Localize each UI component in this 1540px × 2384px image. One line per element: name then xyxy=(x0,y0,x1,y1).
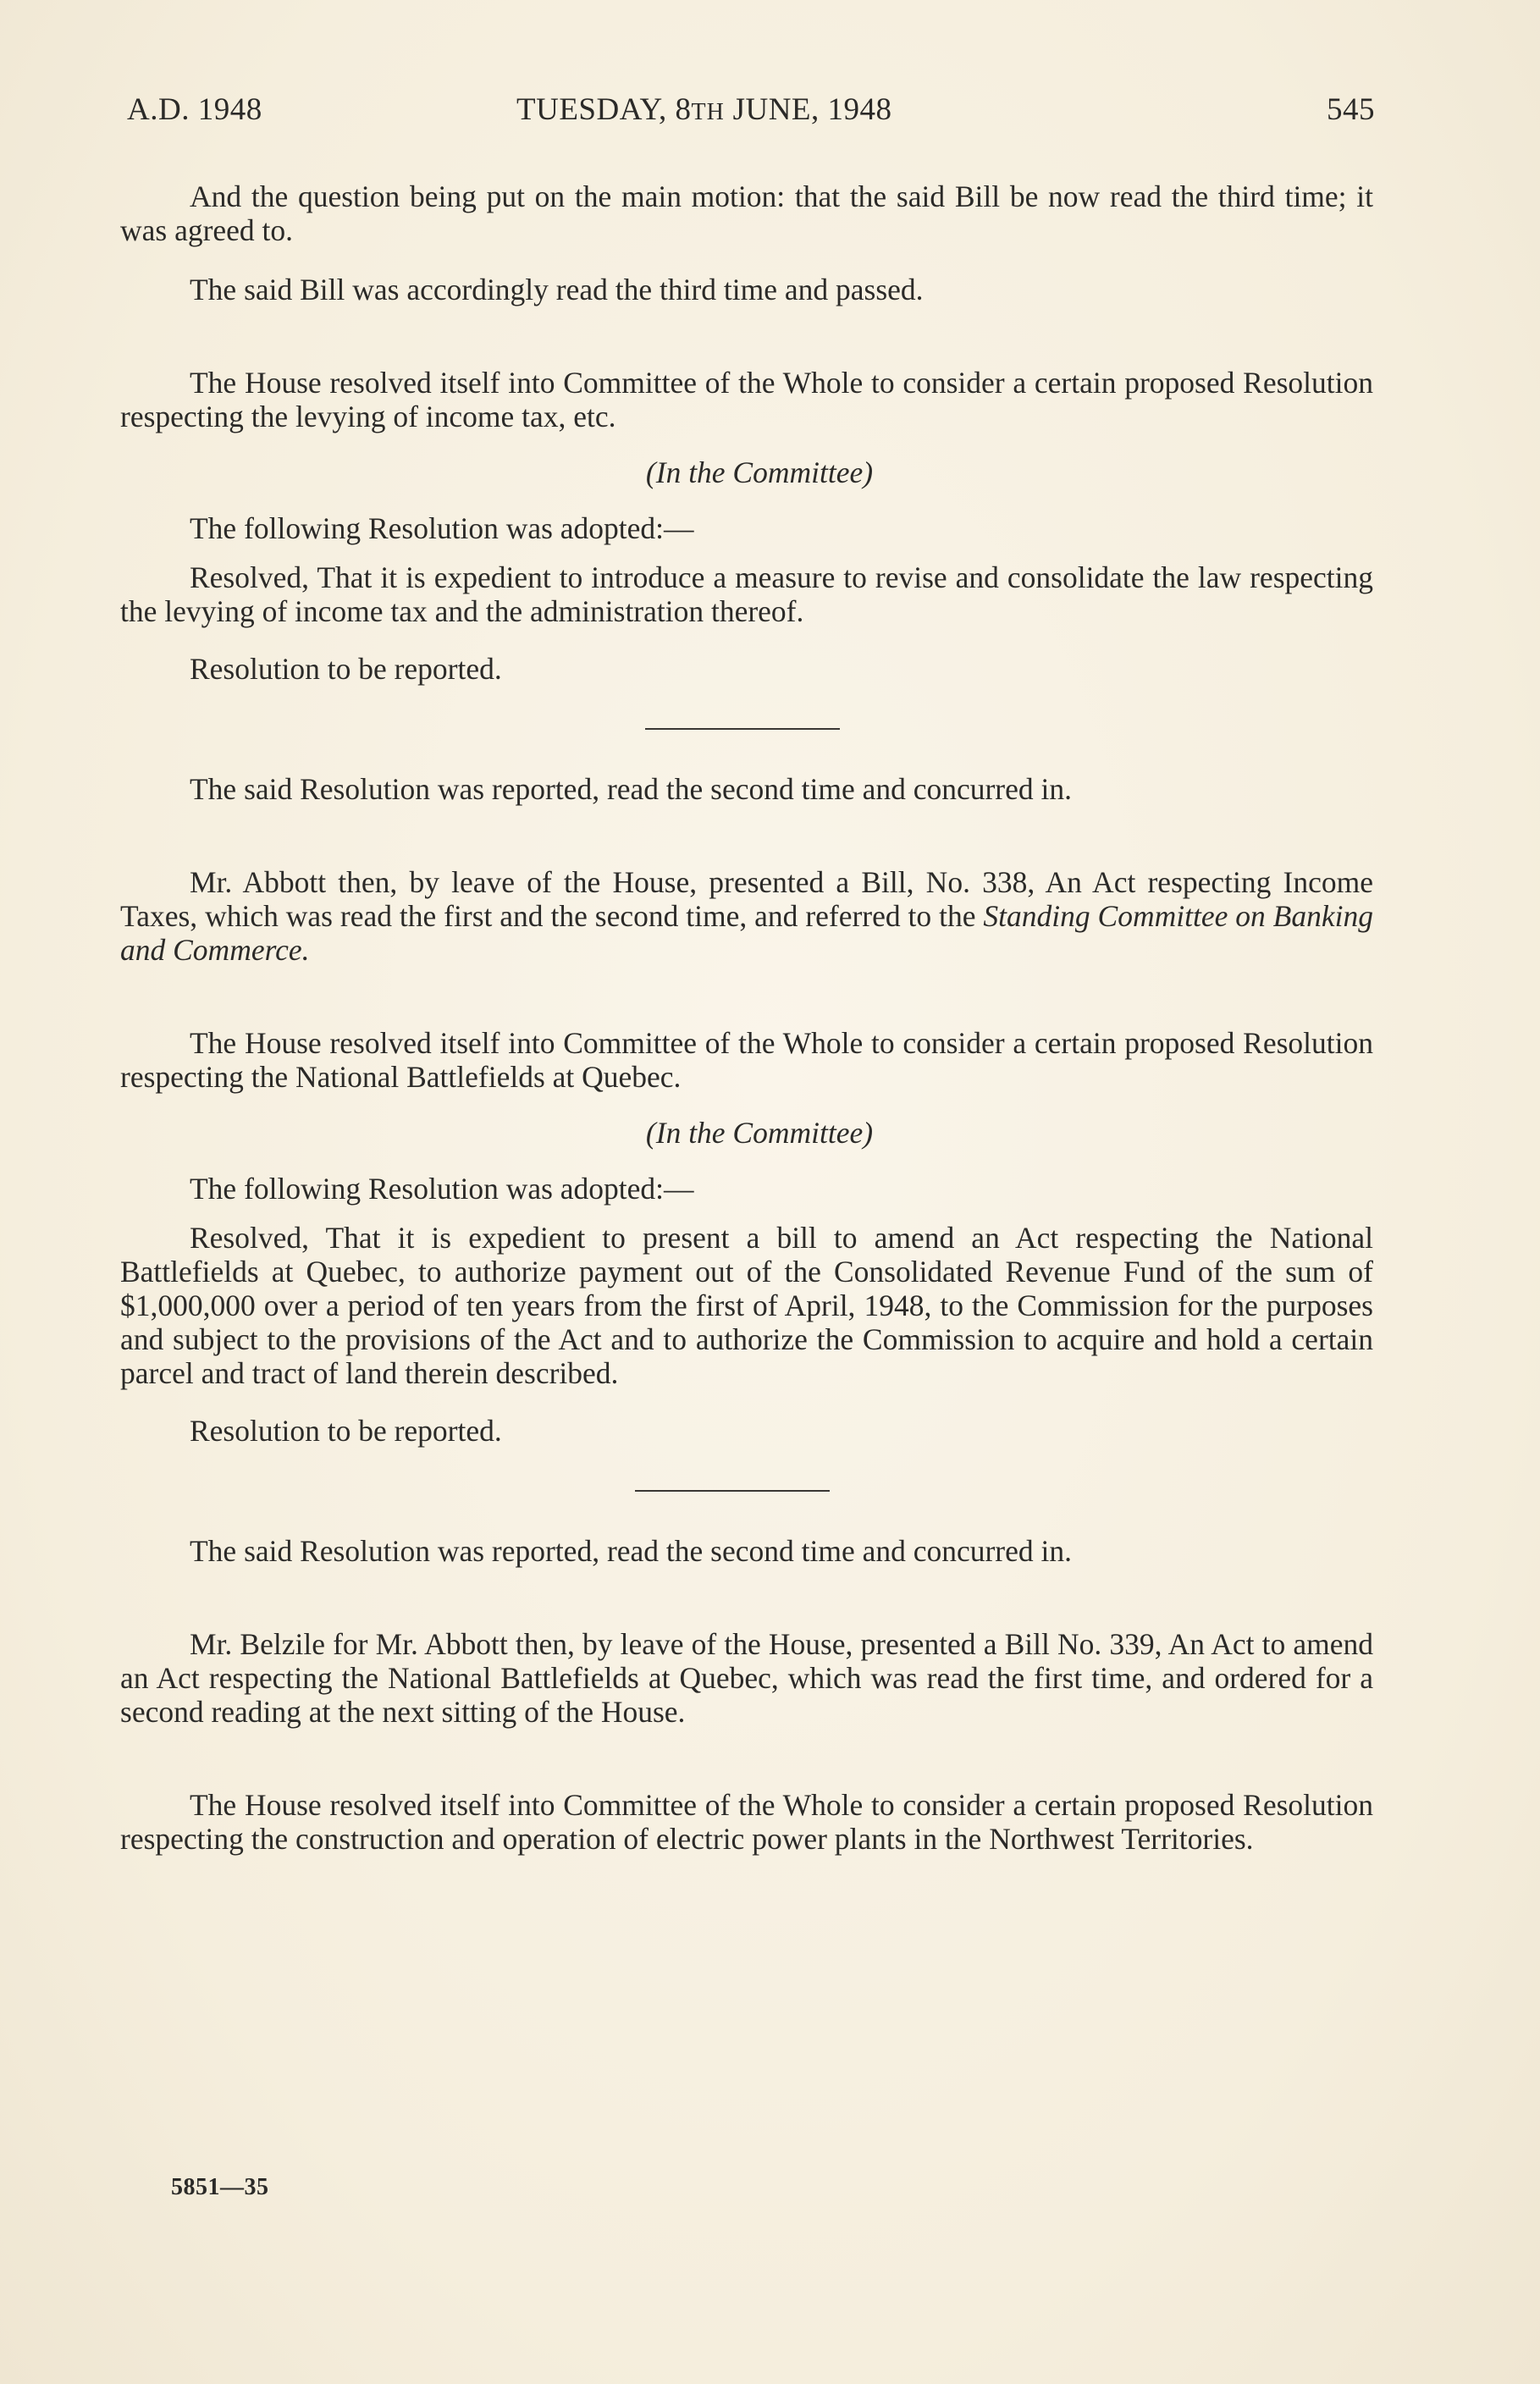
page-body xyxy=(120,179,1373,1856)
paragraph-resolution-reported: Resolution to be reported. xyxy=(190,652,502,686)
paragraph-committee-income-tax: The House resolved itself into Committee of the Whole to consider a certain proposed Resolution respecting the levying of income tax, etc. xyxy=(120,366,1373,433)
committee-name: Standing Committee on Banking and Commerce. xyxy=(120,899,1373,967)
paragraph-resolution-adopted: The following Resolution was adopted:— xyxy=(190,1172,694,1206)
paragraph-main-motion: And the question being put on the main motion: that the said Bill be now read the third time; it was agreed to. xyxy=(120,179,1373,247)
header-date-prefix: TUESDAY, 8 xyxy=(516,92,692,127)
footer-code: 5851—35 xyxy=(171,2174,269,2200)
bill-338-text: Mr. Abbott then, by leave of the House, presented a Bill, No. 338, An Act respecting Income Taxes, which was read the first and the second time, and referred to the xyxy=(120,865,1373,933)
paragraph-bill-passed: The said Bill was accordingly read the third time and passed. xyxy=(190,273,924,306)
paragraph-bill-339: Mr. Belzile for Mr. Abbott then, by leave of the House, presented a Bill No. 339, An Act to amend an Act respecting the National Battlefields at Quebec, which was read the first time, and ordered for a second reading at the next sitting of the House. xyxy=(120,1627,1373,1729)
paragraph-concurred: The said Resolution was reported, read the second time and concurred in. xyxy=(190,772,1072,806)
page-header xyxy=(127,91,1375,134)
paragraph-committee-battlefields: The House resolved itself into Committee of the Whole to consider a certain proposed Resolution respecting the National Battlefields at Quebec. xyxy=(120,1026,1373,1094)
committee-heading: (In the Committee) xyxy=(645,1116,874,1150)
paragraph-resolution-reported: Resolution to be reported. xyxy=(190,1414,502,1448)
paragraph-resolved-income-tax: Resolved, That it is expedient to introduce a measure to revise and consolidate the law respecting the levying of income tax and the administration thereof. xyxy=(120,560,1373,628)
header-date xyxy=(516,91,892,128)
section-divider xyxy=(635,1490,830,1492)
header-year: A.D. 1948 xyxy=(127,92,262,127)
header-date-ordinal: TH xyxy=(691,99,725,125)
paragraph-committee-power-plants: The House resolved itself into Committee of the Whole to consider a certain proposed Resolution respecting the construction and operation of electric power plants in the Northwest Territories. xyxy=(120,1788,1373,1856)
header-date-suffix: JUNE, 1948 xyxy=(724,92,892,127)
page-number: 545 xyxy=(1327,92,1375,127)
paragraph-resolution-adopted: The following Resolution was adopted:— xyxy=(190,511,694,545)
paragraph-resolved-battlefields: Resolved, That it is expedient to present a bill to amend an Act respecting the National Battlefields at Quebec, to authorize payment out of the Consolidated Revenue Fund of the sum of $1,000,000 over a period of ten years from the first of April, 1948, to the Commission for the purposes and subject to the provisions of the Act and to authorize the Commission to acquire and hold a certain parcel and tract of land therein described. xyxy=(120,1221,1373,1390)
paragraph-bill-338 xyxy=(120,865,1373,967)
committee-heading: (In the Committee) xyxy=(645,455,874,489)
paragraph-concurred: The said Resolution was reported, read the second time and concurred in. xyxy=(190,1534,1072,1568)
section-divider xyxy=(645,728,840,730)
